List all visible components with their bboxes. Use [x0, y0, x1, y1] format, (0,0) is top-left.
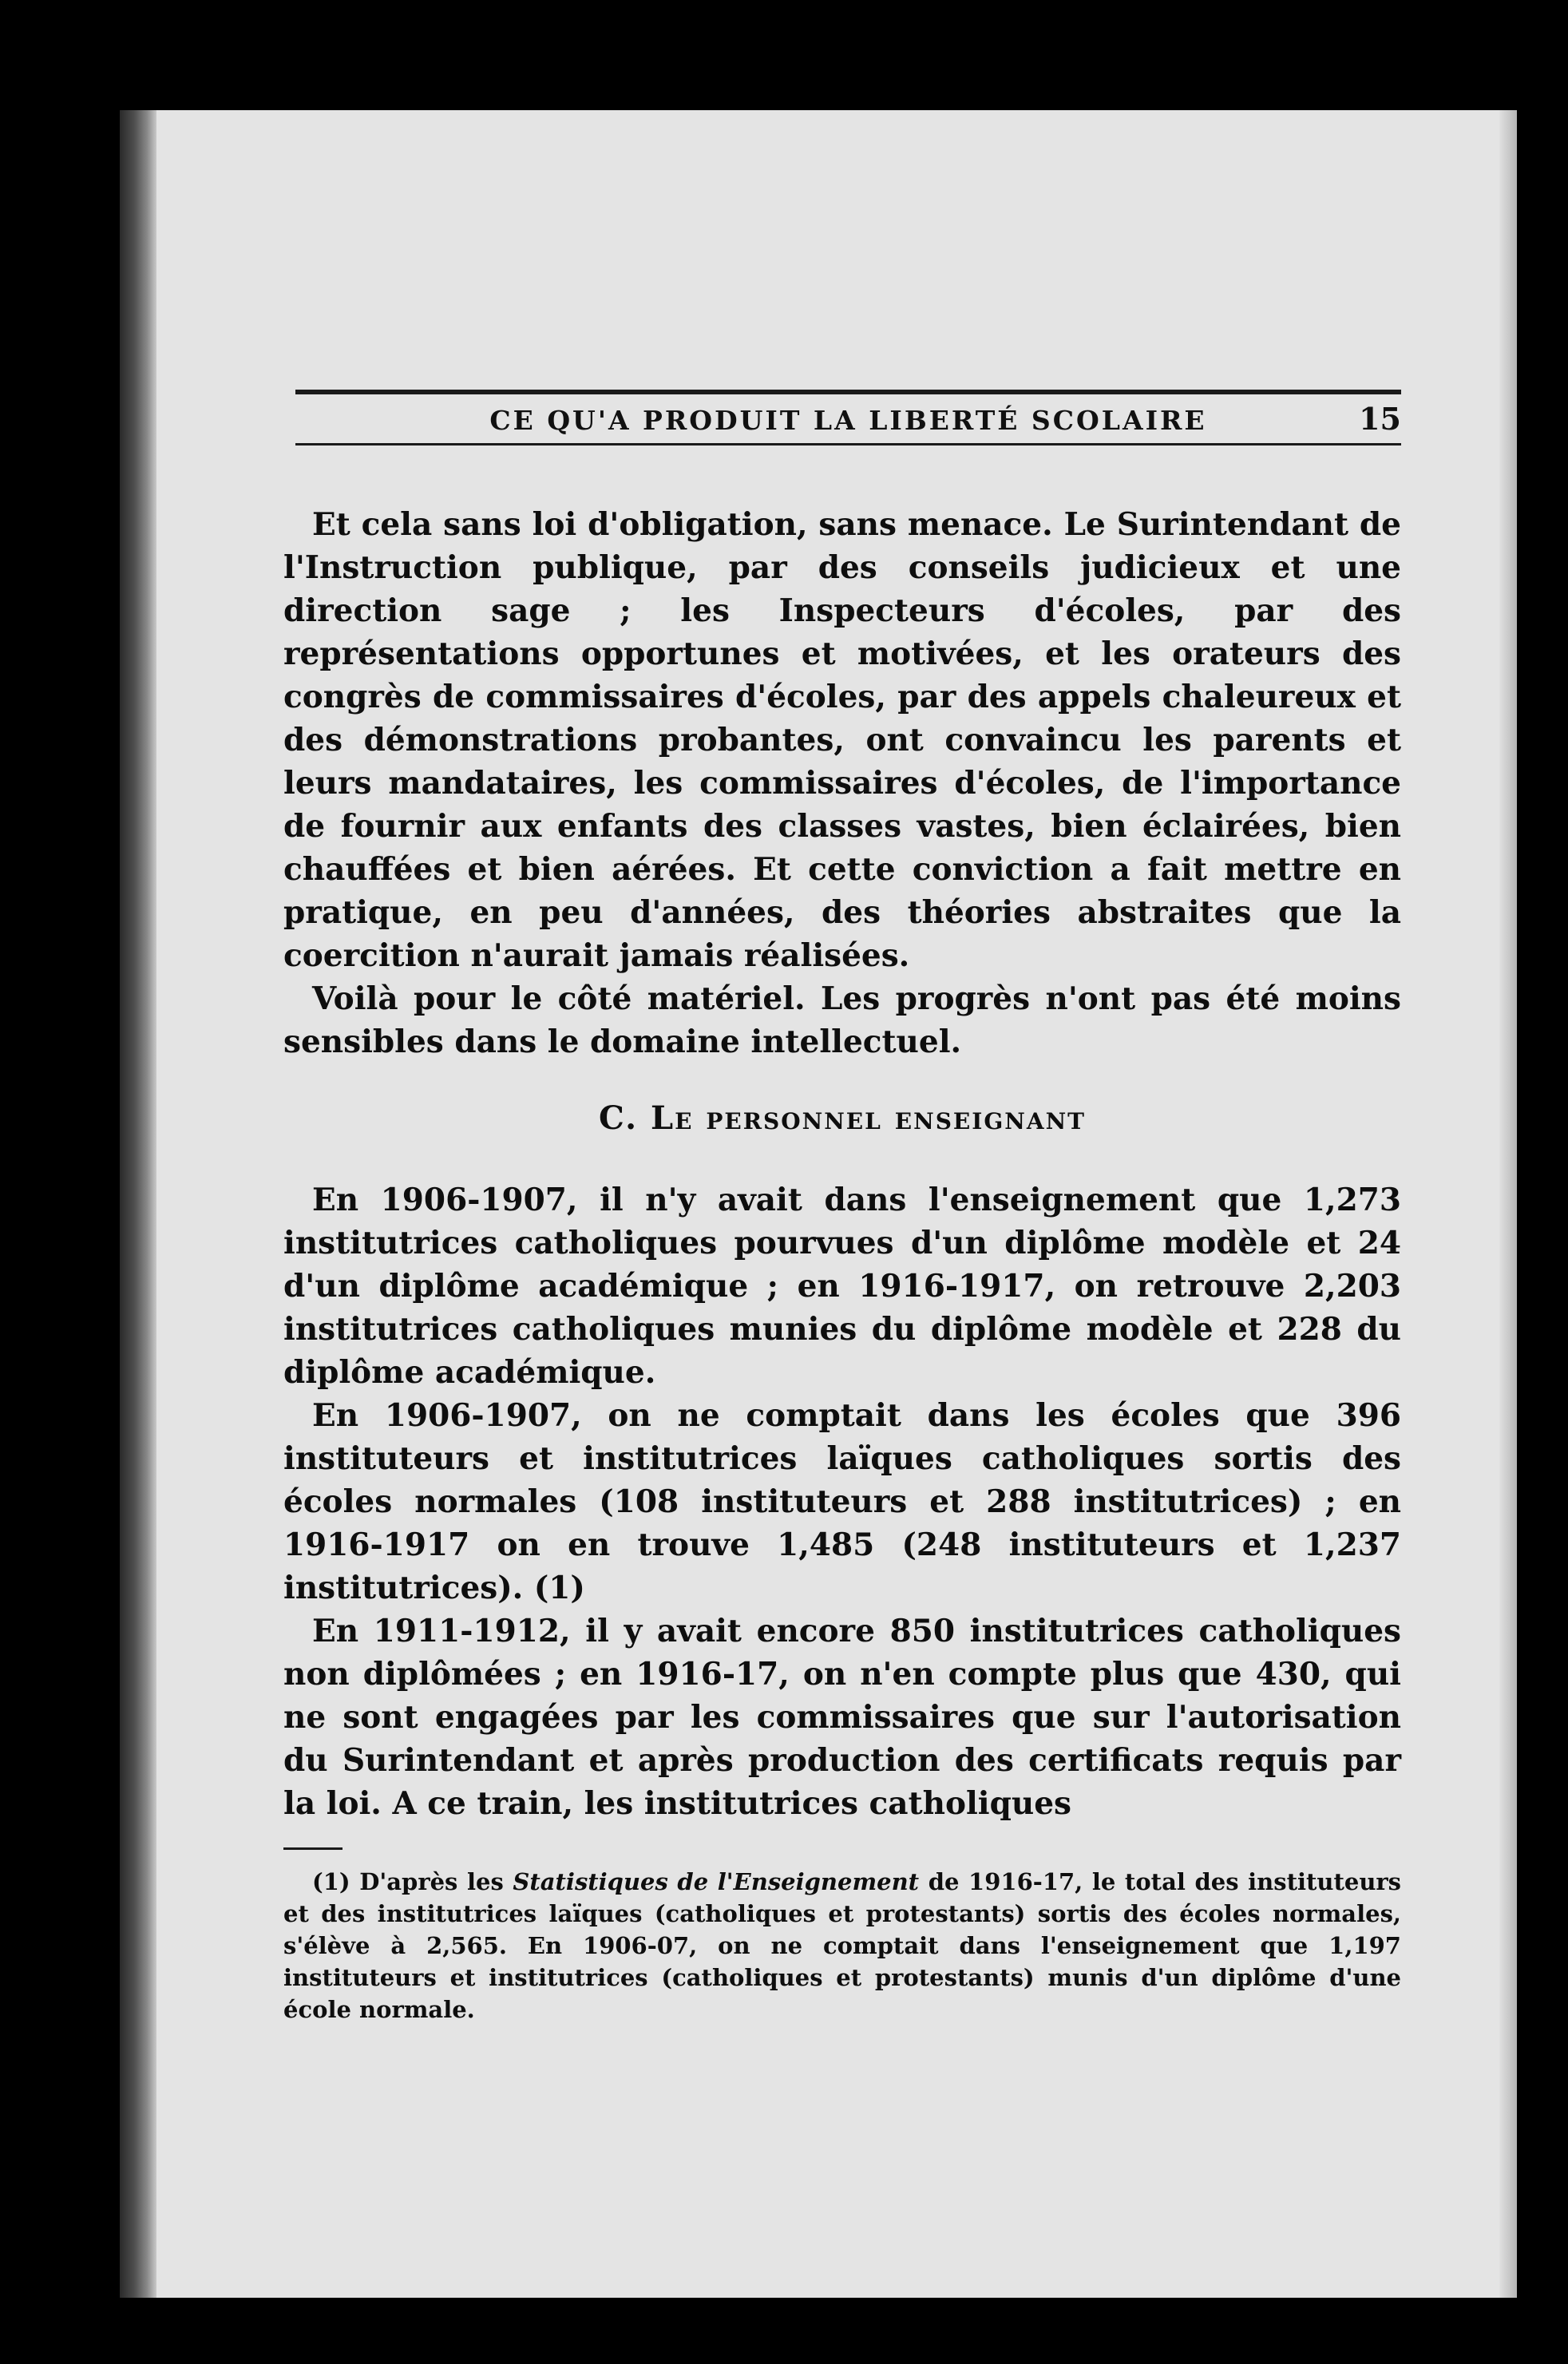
footnote-rule [283, 1847, 343, 1850]
running-title: CE QU'A PRODUIT LA LIBERTÉ SCOLAIRE [489, 405, 1207, 436]
paragraph-5: En 1911-1912, il y avait encore 850 institutrices catholiques non diplômées ; en 1916-17, on n'en compte plus que 430, qui ne sont engagées par les commissaires que sur l'autorisation du Surintendant et après production des certificats requis par la loi. A ce train, les institutrices catholiques [283, 1613, 1401, 1822]
section-heading: C. Le personnel enseignant [598, 1099, 1087, 1137]
running-head [295, 401, 1401, 437]
header-top-rule [295, 390, 1401, 394]
page-header [295, 390, 1401, 445]
footnote [283, 1866, 1401, 2025]
footnote-source-title: Statistiques de l'Enseignement [513, 1868, 920, 1895]
paragraph-2: Voilà pour le côté matériel. Les progrès n'ont pas été moins sensibles dans le domaine intellectuel. [283, 980, 1401, 1060]
paragraph-4: En 1906-1907, on ne comptait dans les écoles que 396 instituteurs et institutrices laïques catholiques sortis des écoles normales (108 instituteurs et 288 institutrices) ; en 1916-1917 on en trouve 1,485 (248 instituteurs et 1,237 institutrices). (1) [283, 1397, 1401, 1606]
page-body [283, 503, 1401, 2025]
header-bottom-rule [295, 443, 1401, 445]
footnote-rest: de 1916-17, le total des instituteurs et des institutrices laïques (catholiques et protestants) sortis des écoles normales, s'élève à 2,565. En 1906-07, on ne comptait dans l'enseignement que 1,197 instituteurs et institutrices (catholiques et protestants) munis d'un diplôme d'une école normale. [283, 1868, 1402, 2023]
paragraph-3: En 1906-1907, il n'y avait dans l'enseignement que 1,273 institutrices catholiques pourvues d'un diplôme modèle et 24 d'un diplôme académique ; en 1916-1917, on retrouve 2,203 institutrices catholiques munies du diplôme modèle et 228 du diplôme académique. [283, 1182, 1401, 1391]
page-number: 15 [1359, 401, 1401, 437]
book-spine-shadow [120, 110, 156, 2298]
footnote-lead: (1) D'après les [312, 1868, 513, 1895]
page-edge [1499, 110, 1517, 2298]
book-page [120, 110, 1517, 2298]
paragraph-1: Et cela sans loi d'obligation, sans menace. Le Surintendant de l'Instruction publique, par des conseils judicieux et une direction sage ; les Inspecteurs d'écoles, par des représentations opportunes et motivées, et les orateurs des congrès de commissaires d'écoles, par des appels chaleureux et des démonstrations probantes, ont convaincu les parents et leurs mandataires, les commissaires d'écoles, de l'importance de fournir aux enfants des classes vastes, bien éclairées, bien chauffées et bien aérées. Et cette conviction a fait mettre en pratique, en peu d'années, des théories abstraites que la coercition n'aurait jamais réalisées. [283, 506, 1401, 974]
